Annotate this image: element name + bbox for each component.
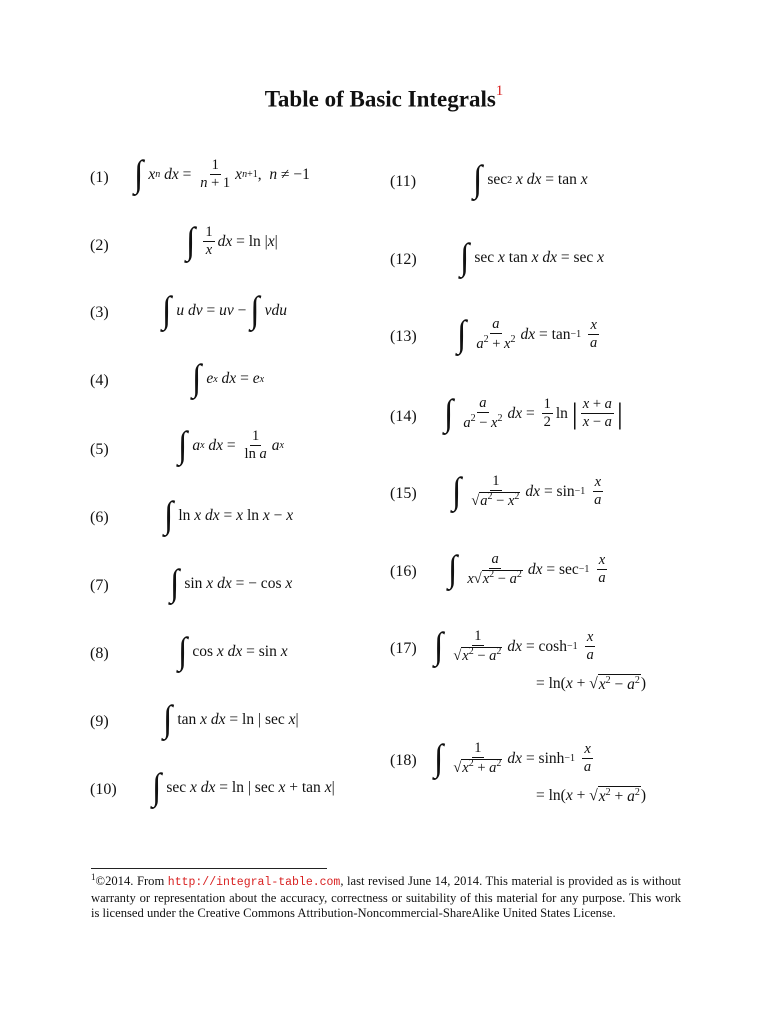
equation-label-4: (4) bbox=[90, 372, 109, 389]
page-title: Table of Basic Integrals$^1$ bbox=[264, 83, 504, 112]
equation-14: ∫ $\frac{a}{a^2 - x^2}$ dx = $\frac{1}{2}$ ln | $\frac{x + a}{x - a}$ | bbox=[444, 392, 623, 434]
equation-label-17: (17) bbox=[390, 640, 417, 657]
equation-label-18: (18) bbox=[390, 752, 417, 769]
equation-label-15: (15) bbox=[390, 485, 417, 502]
equation-18-line-2: = ln( x + √ $x^2 + a^2$ ) bbox=[536, 787, 647, 806]
equation-10: ∫ sec x dx = ln | sec x + tan x | bbox=[152, 767, 335, 808]
equation-16: ∫ $\frac{a}{x√x^2 - a^2}$ dx = sec −1 $\frac{x}{a}$ bbox=[448, 548, 606, 590]
equation-label-7: (7) bbox=[90, 577, 109, 594]
equation-12: ∫ sec x tan x dx = sec x bbox=[460, 237, 605, 278]
equation-6: ∫ ln x dx = x ln x − x bbox=[164, 495, 294, 536]
equation-4: ∫ e x dx = e x bbox=[192, 358, 265, 399]
equation-label-11: (11) bbox=[390, 173, 417, 190]
equation-5: ∫ a x dx = $\frac{1}{\text{ln a}}$ a x bbox=[178, 424, 284, 466]
equation-3: ∫ u dv = uv − ∫ vdu bbox=[162, 290, 287, 331]
equation-label-5: (5) bbox=[90, 441, 109, 458]
equation-9: ∫ tan x dx = ln | sec x | bbox=[163, 699, 299, 740]
footnote-marker: 1 bbox=[495, 83, 504, 99]
footnote: $^1$©2014. From http://integral-table.com, last revised June 14, 2014. This material is provided as is without warranty or representation about the accuracy, correctness or suitability of this material for any purpose. This work is licensed under the Creative Commons Attribution-Noncommercial-ShareAlike United States License. bbox=[91, 872, 682, 921]
equation-8: ∫ cos x dx = sin x bbox=[178, 631, 288, 672]
equation-2: ∫ $\frac{1}{x}$ dx = ln | x | bbox=[186, 220, 278, 262]
equation-label-2: (2) bbox=[90, 237, 109, 254]
equation-18: ∫ $\frac{1}{√x^2 + a^2}$ dx = sinh −1 $\frac{x}{a}$ bbox=[434, 737, 592, 779]
equation-13: ∫ $\frac{a}{a^2 + x^2}$ dx = tan −1 $\frac{x}{a}$ bbox=[457, 313, 598, 355]
equation-label-9: (9) bbox=[90, 713, 109, 730]
source-link[interactable]: http://integral-table.com bbox=[167, 876, 341, 890]
equation-label-3: (3) bbox=[90, 304, 109, 321]
equation-1: ∫ x n dx = $\frac{1}{n + 1}$ x n+1 , n ≠ −1 bbox=[134, 153, 310, 195]
equation-label-10: (10) bbox=[90, 781, 117, 798]
equation-label-8: (8) bbox=[90, 645, 109, 662]
equation-7: ∫ sin x dx = − cos x bbox=[170, 563, 293, 604]
equation-17: ∫ $\frac{1}{√x^2 - a^2}$ dx = cosh −1 $\frac{x}{a}$ bbox=[434, 625, 594, 667]
equation-17-line-2: = ln( x + √ $x^2 - a^2$ ) bbox=[536, 675, 647, 694]
equation-label-6: (6) bbox=[90, 509, 109, 526]
equation-label-13: (13) bbox=[390, 328, 417, 345]
equation-label-14: (14) bbox=[390, 408, 417, 425]
equation-label-12: (12) bbox=[390, 251, 417, 268]
equation-label-16: (16) bbox=[390, 563, 417, 580]
equation-11: ∫ sec 2 x dx = tan x bbox=[473, 159, 588, 200]
footnote-rule bbox=[91, 868, 327, 869]
equation-15: ∫ $\frac{1}{√a^2 - x^2}$ dx = sin −1 $\frac{x}{a}$ bbox=[452, 470, 602, 512]
equation-label-1: (1) bbox=[90, 169, 109, 186]
